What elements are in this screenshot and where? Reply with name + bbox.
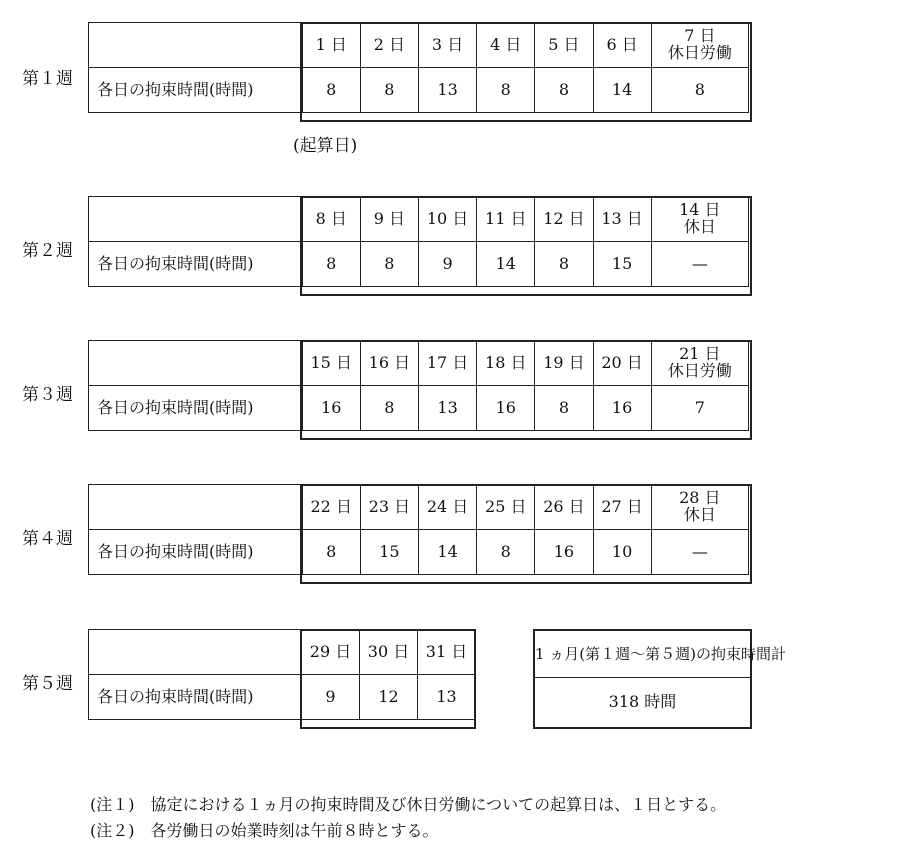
day-kind: 休日労働: [667, 361, 732, 380]
day-cell: 24 日: [418, 485, 476, 530]
total-value: 318 時間: [608, 692, 677, 711]
total-header: 1 ヵ月(第１週～第５週)の拘束時間計: [535, 631, 750, 678]
day-kind: 休日: [683, 217, 716, 236]
value-cell: 16: [593, 386, 651, 431]
day-cell: 26 日: [535, 485, 593, 530]
day-cell: 15 日: [302, 341, 360, 386]
day-cell: 31 日: [418, 630, 476, 675]
day-cell: 3 日: [418, 23, 476, 68]
day-cell: 19 日: [535, 341, 593, 386]
day-cell: 2 日: [360, 23, 418, 68]
blank-cell: [89, 23, 303, 68]
value-cell: 15: [593, 242, 651, 287]
week-4-table: [88, 484, 749, 575]
note-2: (注２) 各労働日の始業時刻は午前８時とする。: [90, 821, 439, 840]
value-cell: 8: [360, 386, 418, 431]
value-cell: 16: [477, 386, 535, 431]
value-cell: 9: [302, 675, 360, 720]
day-cell-last: [651, 197, 748, 242]
value-cell: 10: [593, 530, 651, 575]
day-number: 21 日: [679, 344, 721, 364]
value-cell: 14: [477, 242, 535, 287]
monthly-total-box: [533, 629, 787, 729]
row-label: 各日の拘束時間(時間): [89, 68, 303, 113]
day-cell: 18 日: [477, 341, 535, 386]
blank-cell: [89, 197, 303, 242]
value-cell: —: [651, 242, 748, 287]
value-cell: 8: [302, 242, 360, 287]
value-cell: 16: [302, 386, 360, 431]
day-cell: 23 日: [360, 485, 418, 530]
value-cell: 14: [593, 68, 651, 113]
value-cell: 13: [418, 68, 476, 113]
day-cell: 11 日: [477, 197, 535, 242]
week-label: 第５週: [22, 674, 73, 694]
day-cell-last: [651, 341, 748, 386]
kisanbi-note: (起算日): [293, 136, 358, 156]
row-label: 各日の拘束時間(時間): [89, 530, 303, 575]
value-cell: —: [651, 530, 748, 575]
day-cell: 9 日: [360, 197, 418, 242]
value-cell: 9: [418, 242, 476, 287]
blank-cell: [89, 485, 303, 530]
value-cell: 8: [477, 530, 535, 575]
value-cell: 14: [418, 530, 476, 575]
day-cell: 13 日: [593, 197, 651, 242]
day-cell: 4 日: [477, 23, 535, 68]
day-cell: 30 日: [360, 630, 418, 675]
week-label: 第４週: [22, 529, 73, 549]
week-label: 第２週: [22, 241, 73, 261]
week-5-table: [88, 629, 476, 720]
value-cell: 8: [535, 68, 593, 113]
value-cell: 8: [535, 386, 593, 431]
week-1-table: [88, 22, 749, 113]
value-cell: 8: [651, 68, 748, 113]
value-cell: 8: [535, 242, 593, 287]
week-label: 第３週: [22, 385, 73, 405]
value-cell: 7: [651, 386, 748, 431]
value-cell: 8: [477, 68, 535, 113]
day-cell: 16 日: [360, 341, 418, 386]
day-cell-last: [651, 23, 748, 68]
day-number: 14 日: [679, 200, 721, 220]
day-cell: 27 日: [593, 485, 651, 530]
day-cell: 12 日: [535, 197, 593, 242]
week-2-table: [88, 196, 749, 287]
value-cell: 8: [360, 242, 418, 287]
value-cell: 13: [418, 386, 476, 431]
row-label: 各日の拘束時間(時間): [89, 386, 303, 431]
value-cell: 16: [535, 530, 593, 575]
day-cell: 22 日: [302, 485, 360, 530]
value-cell: 15: [360, 530, 418, 575]
row-label: 各日の拘束時間(時間): [89, 675, 302, 720]
value-cell: 12: [360, 675, 418, 720]
day-number: 28 日: [679, 488, 721, 508]
blank-cell: [89, 341, 303, 386]
day-kind: 休日労働: [667, 43, 732, 62]
row-label: 各日の拘束時間(時間): [89, 242, 303, 287]
day-cell: 17 日: [418, 341, 476, 386]
day-cell: 29 日: [302, 630, 360, 675]
day-kind: 休日: [683, 505, 716, 524]
day-cell: 1 日: [302, 23, 360, 68]
value-cell: 8: [302, 68, 360, 113]
day-number: 7 日: [684, 26, 716, 46]
value-cell: 13: [418, 675, 476, 720]
day-cell: 25 日: [477, 485, 535, 530]
day-cell: 20 日: [593, 341, 651, 386]
day-cell: 5 日: [535, 23, 593, 68]
day-cell-last: [651, 485, 748, 530]
week-3-table: [88, 340, 749, 431]
blank-cell: [89, 630, 302, 675]
week-label: 第１週: [22, 69, 73, 89]
day-cell: 10 日: [418, 197, 476, 242]
value-cell: 8: [302, 530, 360, 575]
day-cell: 6 日: [593, 23, 651, 68]
day-cell: 8 日: [302, 197, 360, 242]
note-1: (注１) 協定における１ヵ月の拘束時間及び休日労働についての起算日は、１日とする。: [90, 795, 727, 814]
value-cell: 8: [360, 68, 418, 113]
notes: [90, 792, 726, 844]
